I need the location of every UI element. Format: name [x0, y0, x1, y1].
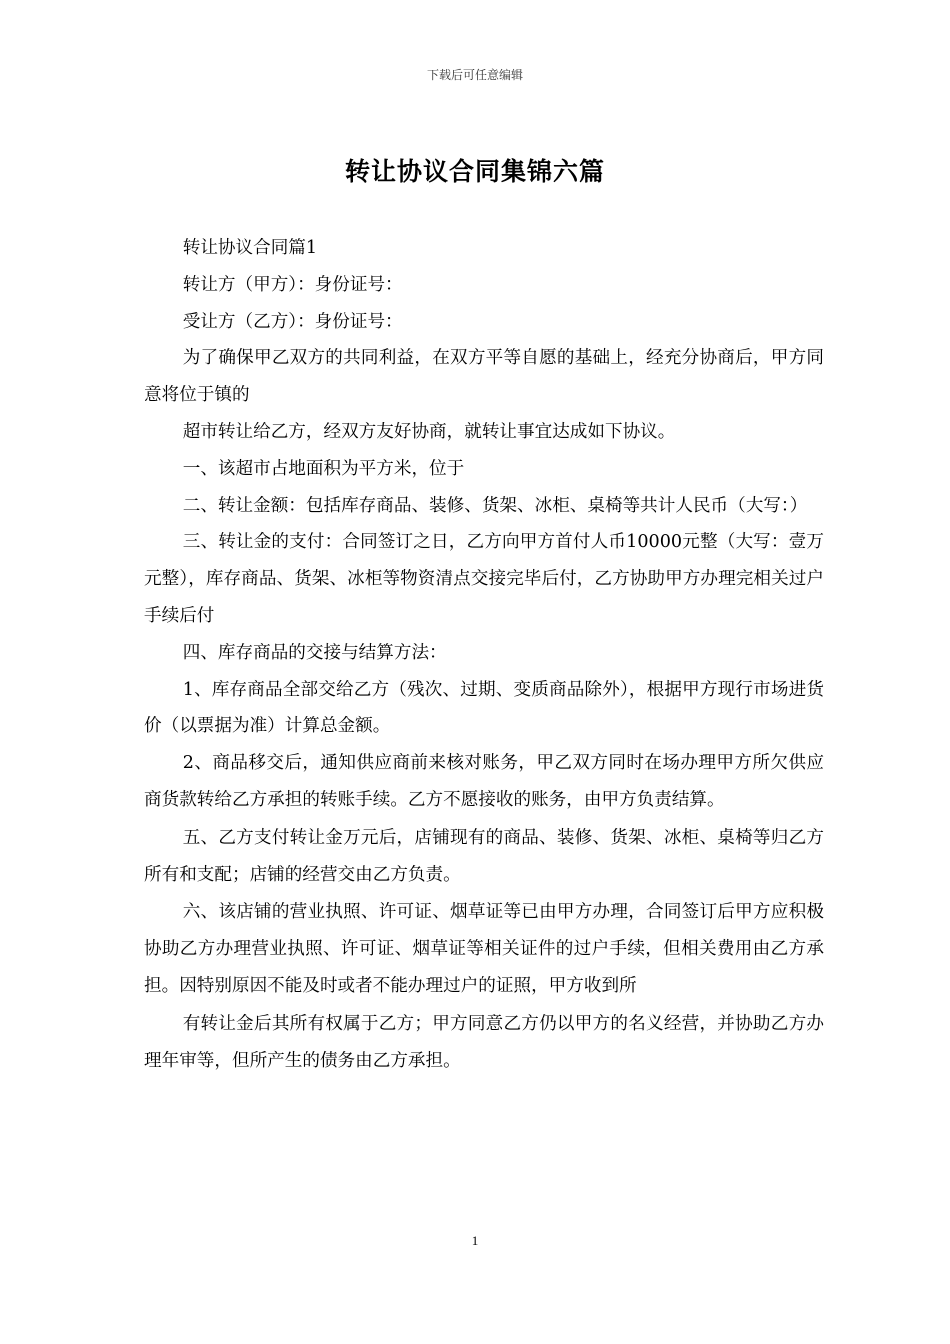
- page-header-note: 下载后可任意编辑: [426, 68, 523, 82]
- paragraph-agreement-intro: 超市转让给乙方，经双方友好协商，就转让事宜达成如下协议。: [182, 421, 676, 442]
- paragraph-transferee: 受让方（乙方）：身份证号：: [182, 311, 403, 332]
- paragraph-clause-4: 四、库存商品的交接与结算方法：: [182, 642, 447, 663]
- paragraph-clause-6: 六、该店铺的营业执照、许可证、烟草证等已由甲方办理，合同签订后甲方应积极协助乙方办理营业执照、许可证、烟草证等相关证件的过户手续，但相关费用由乙方承担。因特别原因不能及时或者不能办理过户的证照，甲方收到所: [144, 902, 824, 996]
- document-title: 转让协议合同集锦六篇: [344, 157, 605, 186]
- paragraph-clause-5: 五、乙方支付转让金万元后，店铺现有的商品、装修、货架、冰柜、桌椅等归乙方所有和支配；店铺的经营交由乙方负责。: [144, 827, 824, 885]
- paragraph-clause-2: 二、转让金额：包括库存商品、装修、货架、冰柜、桌椅等共计人民币（大写：）: [182, 495, 808, 516]
- paragraph-clause-4-item-2: 2、商品移交后，通知供应商前来核对账务，甲乙双方同时在场办理甲方所欠供应商货款转给乙方承担的转账手续。乙方不愿接收的账务，由甲方负责结算。: [144, 753, 824, 810]
- paragraph-clause-4-item-1: 1、库存商品全部交给乙方（残次、过期、变质商品除外），根据甲方现行市场进货价（以票据为准）计算总金额。: [144, 679, 824, 737]
- document-body: [144, 230, 824, 1079]
- page-number: 1: [471, 1233, 479, 1248]
- paragraph-clause-3: 三、转让金的支付：合同签订之日，乙方向甲方首付人币10000元整（大写：壹万元整），库存商品、货架、冰柜等物资清点交接完毕后付，乙方协助甲方办理完相关过户手续后付: [144, 532, 824, 626]
- paragraph-clause-1: 一、该超市占地面积为平方米，位于: [182, 458, 465, 479]
- paragraph-preamble: 为了确保甲乙双方的共同利益，在双方平等自愿的基础上，经充分协商后，甲方同意将位于镇的: [144, 348, 824, 406]
- paragraph-clause-6-continued: 有转让金后其所有权属于乙方；甲方同意乙方仍以甲方的名义经营，并协助乙方办理年审等，但所产生的债务由乙方承担。: [144, 1013, 824, 1071]
- paragraph-section-heading: 转让协议合同篇1: [182, 238, 318, 258]
- paragraph-transferor: 转让方（甲方）：身份证号：: [182, 274, 403, 295]
